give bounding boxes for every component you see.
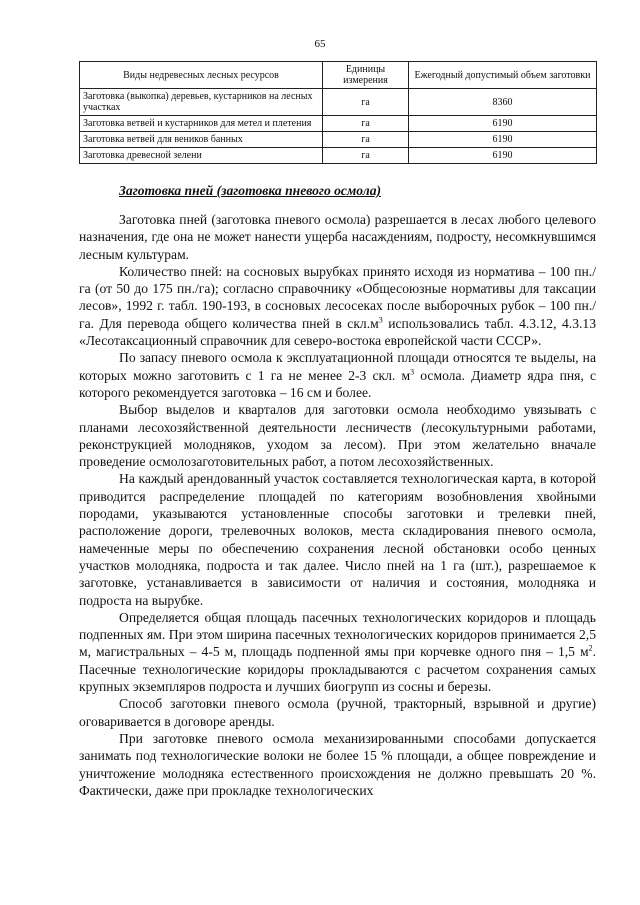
cell-volume: 6190 bbox=[409, 132, 597, 148]
paragraph: При заготовке пневого осмола механизированными способами допускается занимать под технологические волоки не более 15 % площади, а общее повреждение и уничтожение молодняка естественного происхождения не должно превышать 20 %. Фактически, даже при прокладке технологических bbox=[79, 730, 596, 798]
paragraph-text: использовались табл. 4.3.12, 4.3.13 «Лесотаксационный справочник для северо-востока европейской части СССР». bbox=[79, 315, 596, 349]
cell-unit: га bbox=[323, 116, 409, 132]
paragraph: Выбор выделов и кварталов для заготовки осмола необходимо увязывать с планами лесохозяйственной деятельности лесничеств (лесокультурными работами, реконструкцией молодняков, уходом за лесом). При этом желательно вначале проведение осмолозаготовительных работ, а потом лесохозяйственных. bbox=[79, 402, 596, 470]
cell-unit: га bbox=[323, 148, 409, 164]
paragraph-text: По запасу пневого осмола к эксплуатационной площади относятся те выделы, на которых можно заготовить с 1 га не менее 2-3 скл. м bbox=[79, 350, 596, 383]
cell-resource-name: Заготовка ветвей и кустарников для метел и плетения bbox=[80, 116, 323, 132]
paragraph: Заготовка пней (заготовка пневого осмола) разрешается в лесах любого целевого назначения, где она не может нанести ущерба насаждениям, подросту, несомкнувшимся лесным культурам. bbox=[79, 212, 596, 262]
cell-volume: 6190 bbox=[409, 116, 597, 132]
superscript: 2 bbox=[588, 643, 593, 653]
cell-resource-name: Заготовка ветвей для веников банных bbox=[80, 132, 323, 148]
cell-volume: 8360 bbox=[409, 89, 597, 116]
header-resource-type: Виды недревесных лесных ресурсов bbox=[80, 62, 323, 89]
paragraph: Способ заготовки пневого осмола (ручной, тракторный, взрывной и другие) оговаривается в договоре аренды. bbox=[79, 696, 596, 729]
resources-table bbox=[79, 61, 597, 164]
table-row bbox=[80, 148, 597, 164]
superscript: 3 bbox=[378, 315, 383, 325]
cell-volume: 6190 bbox=[409, 148, 597, 164]
paragraph-text: осмола. Диаметр ядра пня, с которого рекомендуется заготовка – 16 см и более. bbox=[79, 367, 596, 400]
table-header-row bbox=[80, 62, 597, 89]
paragraph: На каждый арендованный участок составляется технологическая карта, в которой приводится распределение площадей по категориям возобновления хвойными породами, указываются установленные способы заготовки и трелевки пней, расположение дороги, трелевочных волоков, места складирования пневого осмола, намеченные меры по обеспечению сохранения лесной обстановки особо ценных участков молодняка, подроста и так далее. Число пней на 1 га (шт.), разрешаемое к заготовке, устанавливается в зависимости от наличия и состояния, молодняка и подроста на вырубке. bbox=[79, 471, 596, 608]
paragraph-text: Определяется общая площадь пасечных технологических коридоров и площадь подпенных ям. При этом ширина пасечных технологических коридоров принимается 2,5 м, магистральных – 4-5 м, площадь подпенной ямы при корчевке одного пня – 1,5 м bbox=[79, 609, 596, 660]
body-text bbox=[79, 211, 596, 799]
cell-resource-name: Заготовка древесной зелени bbox=[80, 148, 323, 164]
section-heading: Заготовка пней (заготовка пневого осмола) bbox=[119, 183, 382, 198]
superscript: 3 bbox=[410, 367, 415, 377]
paragraph bbox=[79, 263, 596, 349]
table-row bbox=[80, 132, 597, 148]
paragraph-text: . Пасечные технологические коридоры прокладываются с расчетом сохранения самых крупных экземпляров подроста и лучших биогрупп из сосны и березы. bbox=[79, 644, 596, 695]
paragraph bbox=[79, 349, 596, 401]
page-number: 65 bbox=[314, 38, 326, 50]
paragraph bbox=[79, 609, 596, 695]
paragraph-text: Количество пней: на сосновых вырубках принято исходя из норматива – 100 пн./га (от 50 до 175 пн./га); согласно справочнику «Общесоюзные нормативы для таксации лесов», 1992 г. табл. 190-193, в сосновых лесосеках после выборочных рубок – 100 пн./га. Для перевода общего количества пней в скл.м bbox=[79, 263, 596, 331]
header-unit: Единицы измерения bbox=[323, 62, 409, 89]
cell-resource-name: Заготовка (выкопка) деревьев, кустарников на лесных участках bbox=[80, 89, 323, 116]
table-row bbox=[80, 89, 597, 116]
cell-unit: га bbox=[323, 89, 409, 116]
header-annual-volume: Ежегодный допустимый объем заготовки bbox=[409, 62, 597, 89]
table-row bbox=[80, 116, 597, 132]
cell-unit: га bbox=[323, 132, 409, 148]
